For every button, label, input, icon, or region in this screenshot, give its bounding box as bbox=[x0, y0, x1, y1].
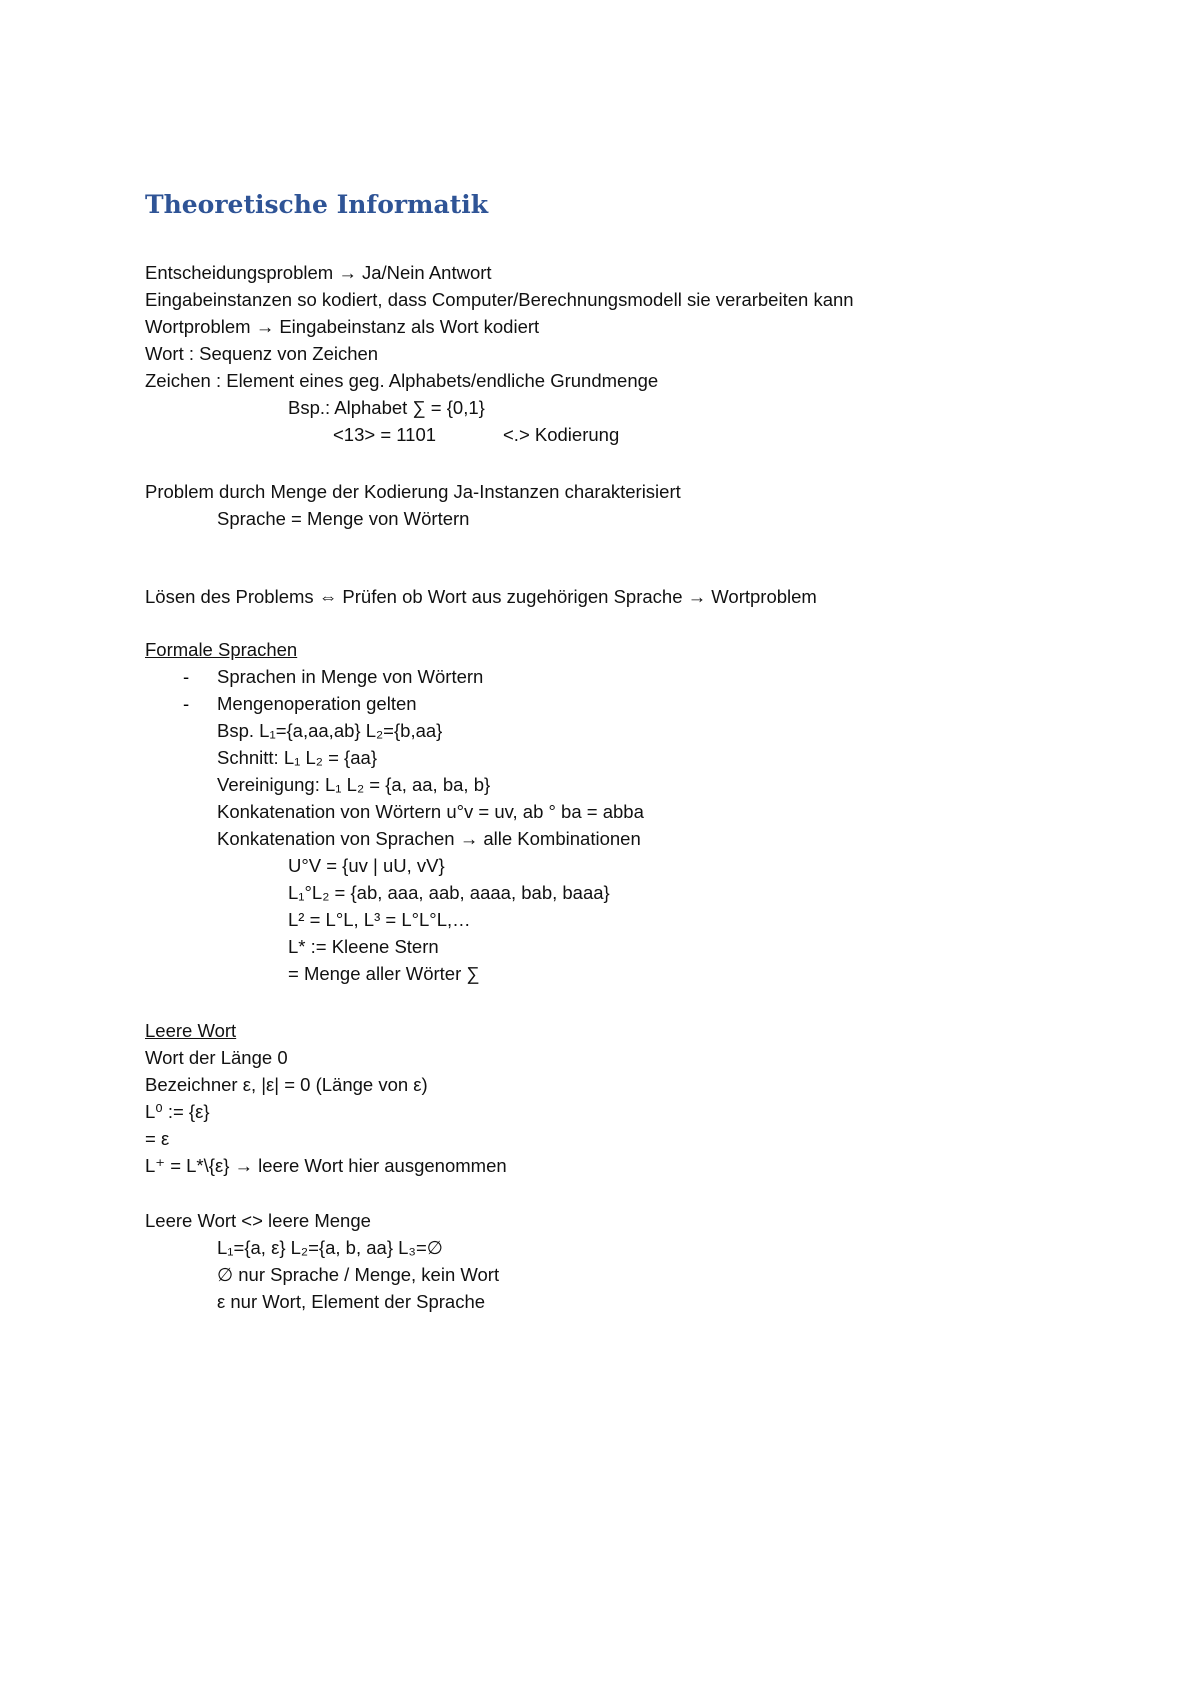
section-heading: Leere Wort bbox=[145, 1020, 237, 1041]
text-line: L* := Kleene Stern bbox=[288, 936, 439, 957]
text-line: Eingabeinstanzen so kodiert, dass Computer/Berechnungsmodell sie verarbeiten kann bbox=[145, 289, 854, 310]
text-line: Bezeichner ε, |ε| = 0 (Länge von ε) bbox=[145, 1074, 428, 1095]
text-line: Vereinigung: L₁ L₂ = {a, aa, ba, b} bbox=[217, 774, 491, 795]
text-line: L² = L°L, L³ = L°L°L,… bbox=[288, 909, 471, 930]
text-line: ε nur Wort, Element der Sprache bbox=[217, 1291, 486, 1312]
text-line: L⁰ := {ε} bbox=[145, 1101, 210, 1122]
text-line: Wort : Sequenz von Zeichen bbox=[145, 343, 379, 364]
bullet-marker: - bbox=[183, 666, 190, 687]
text-line: Konkatenation von Wörtern u°v = uv, ab ° ba = abba bbox=[217, 801, 644, 822]
text-line: Zeichen : Element eines geg. Alphabets/endliche Grundmenge bbox=[145, 370, 659, 391]
text-line: Wort der Länge 0 bbox=[145, 1047, 288, 1068]
text-line: L⁺ = L*\{ε} → leere Wort hier ausgenommen bbox=[145, 1155, 507, 1176]
text-line: <13> = 1101 bbox=[333, 424, 437, 445]
text-line: = ε bbox=[145, 1128, 170, 1149]
text-line: L₁={a, ε} L₂={a, b, aa} L₃=∅ bbox=[217, 1237, 443, 1258]
bullet-marker: - bbox=[183, 693, 190, 714]
text-line: Bsp. L₁={a,aa,ab} L₂={b,aa} bbox=[217, 720, 443, 741]
text-line: L₁°L₂ = {ab, aaa, aab, aaaa, bab, baaa} bbox=[288, 882, 610, 903]
text-line: Lösen des Problems ⇔ Prüfen ob Wort aus zugehörigen Sprache → Wortproblem bbox=[145, 586, 817, 607]
text-line: Bsp.: Alphabet ∑ = {0,1} bbox=[288, 397, 485, 418]
text-line: ∅ nur Sprache / Menge, kein Wort bbox=[217, 1264, 500, 1285]
text-line: <.> Kodierung bbox=[503, 424, 620, 445]
text-line: Problem durch Menge der Kodierung Ja-Instanzen charakterisiert bbox=[145, 481, 681, 502]
text-line: U°V = {uv | uU, vV} bbox=[288, 855, 445, 876]
document-title: Theoretische Informatik bbox=[145, 190, 489, 219]
section-heading: Formale Sprachen bbox=[145, 639, 298, 660]
text-line: Entscheidungsproblem → Ja/Nein Antwort bbox=[145, 262, 492, 283]
text-line: Sprache = Menge von Wörtern bbox=[217, 508, 470, 529]
text-line: Konkatenation von Sprachen → alle Kombinationen bbox=[217, 828, 641, 849]
text-line: = Menge aller Wörter ∑ bbox=[288, 963, 480, 984]
text-line: Leere Wort <> leere Menge bbox=[145, 1210, 371, 1231]
text-line: Schnitt: L₁ L₂ = {aa} bbox=[217, 747, 377, 768]
text-line: Wortproblem → Eingabeinstanz als Wort kodiert bbox=[145, 316, 540, 337]
list-item: Sprachen in Menge von Wörtern bbox=[217, 666, 484, 687]
list-item: Mengenoperation gelten bbox=[217, 693, 417, 714]
